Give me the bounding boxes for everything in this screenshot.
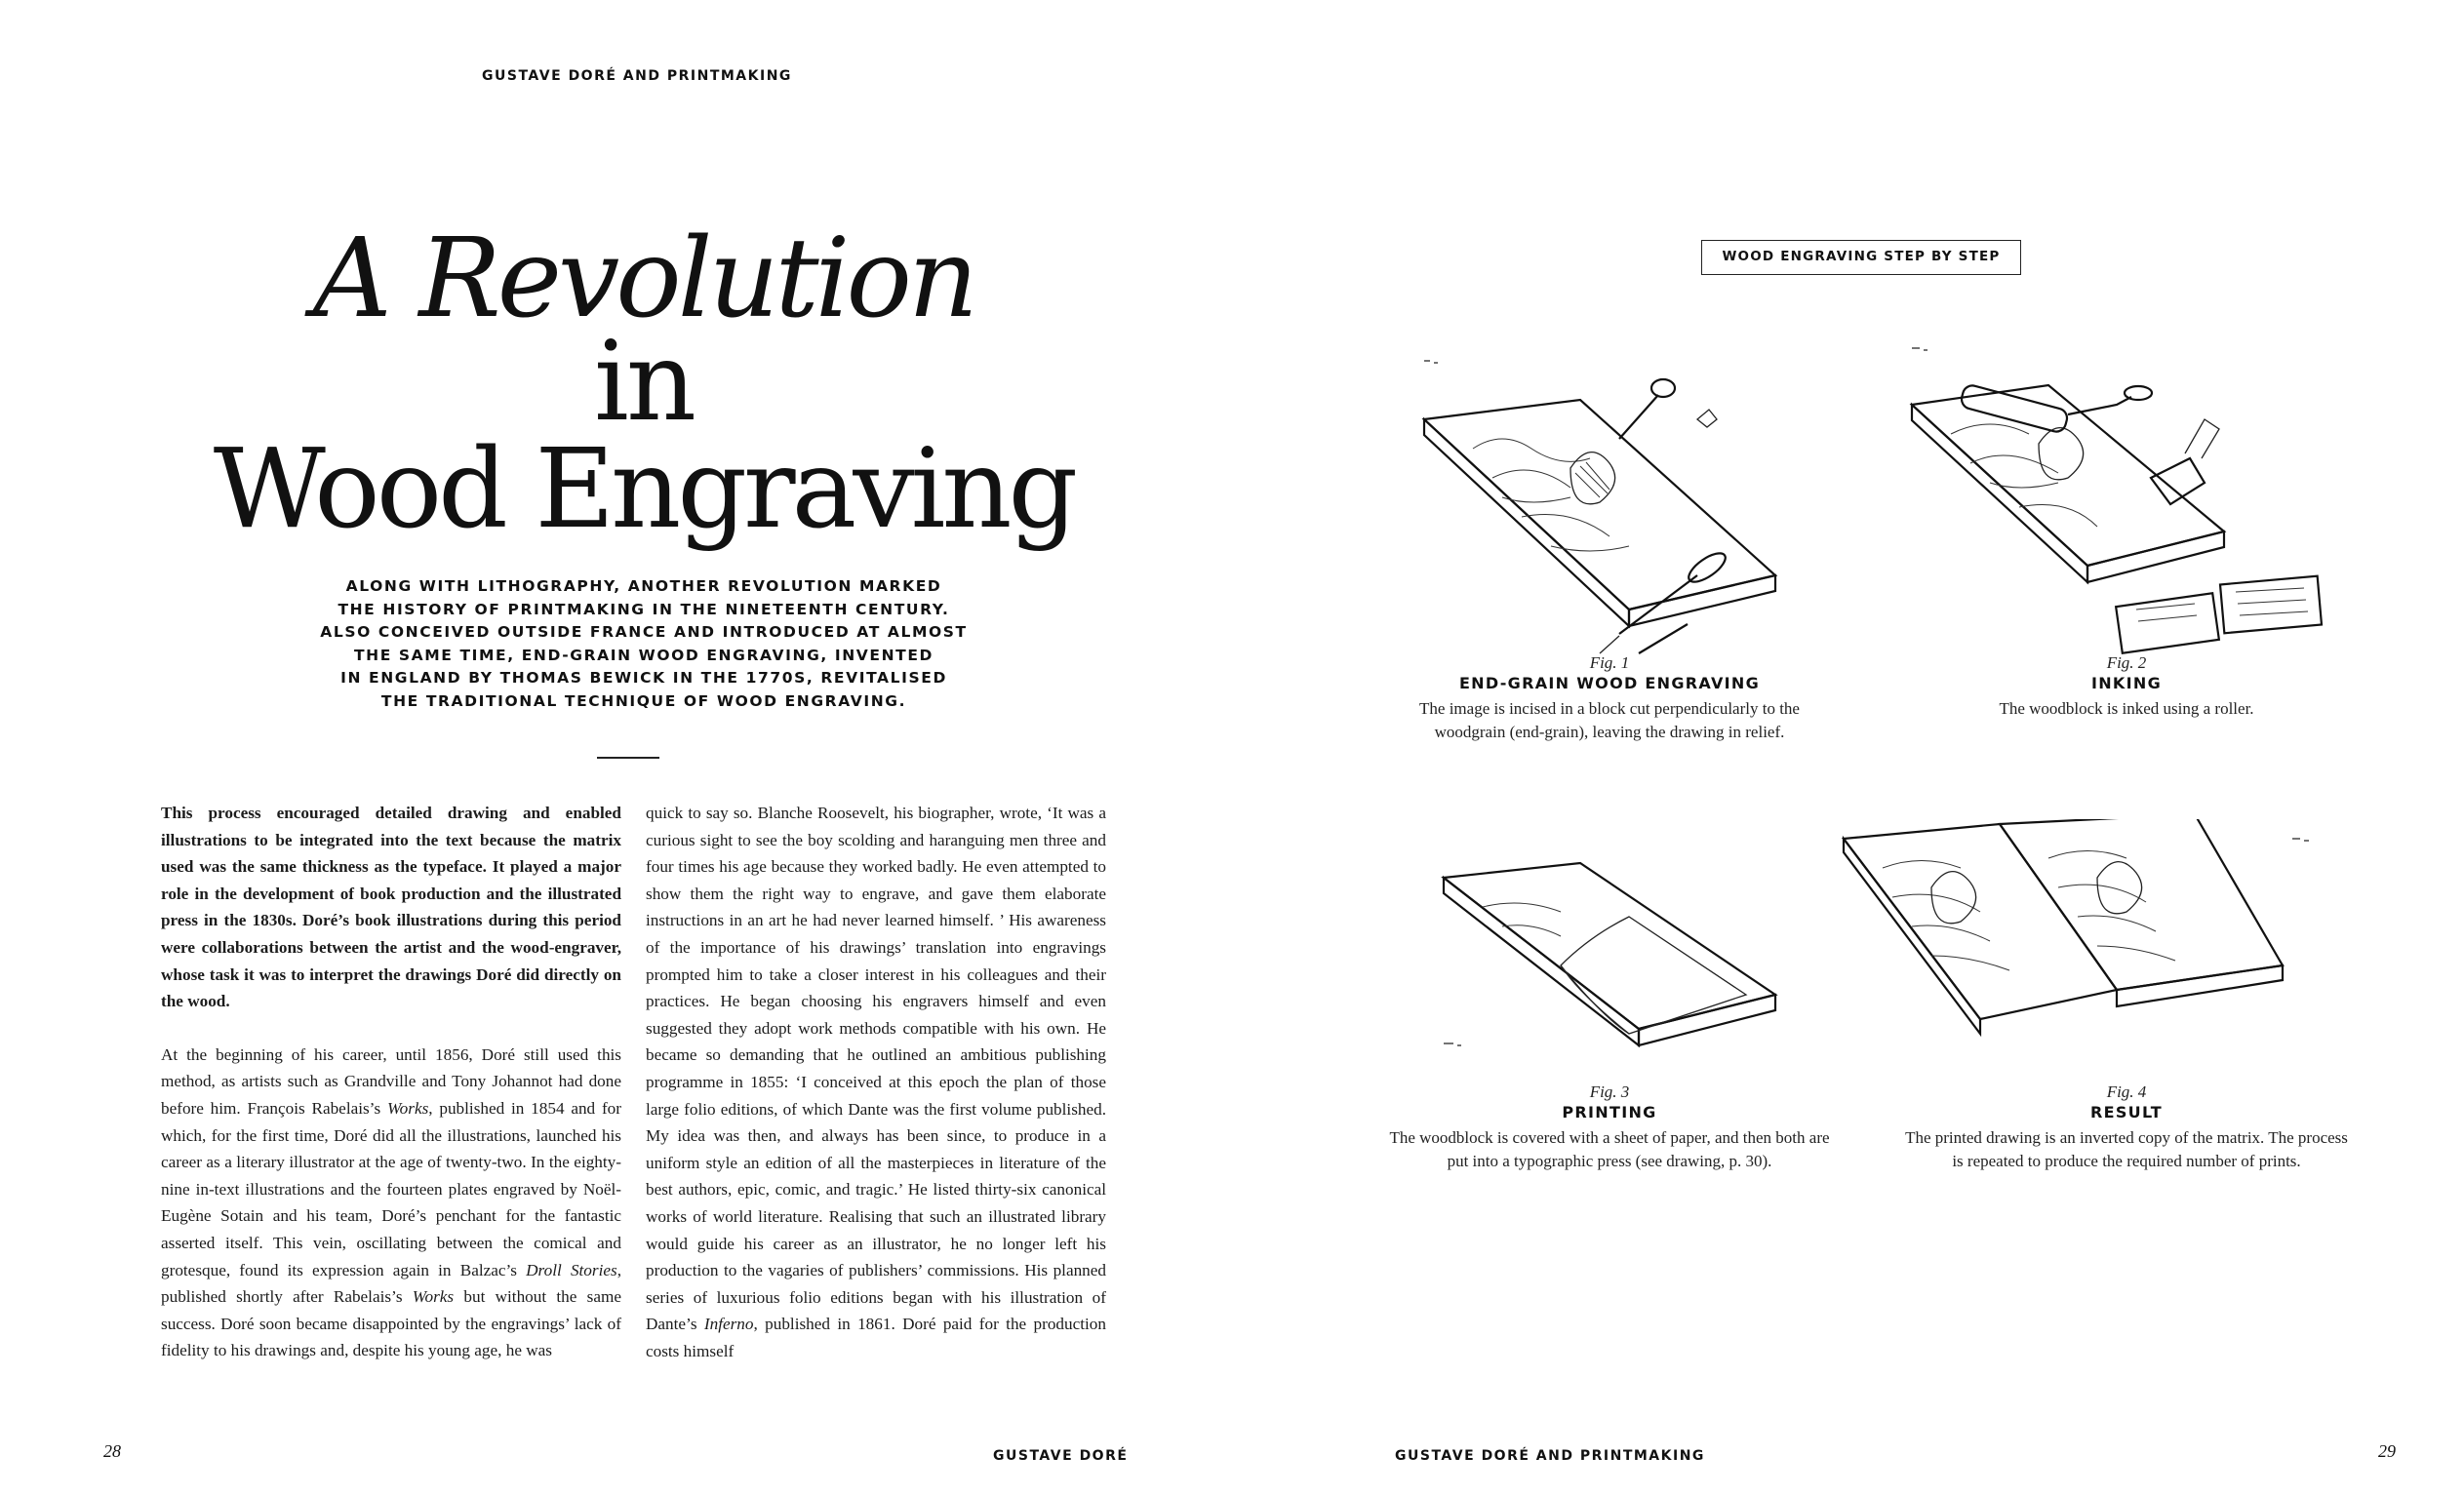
article-title bbox=[185, 216, 1102, 553]
book-title: Inferno bbox=[703, 1315, 754, 1334]
standfirst-line: ALONG WITH LITHOGRAPHY, ANOTHER REVOLUTION MARKED bbox=[345, 577, 942, 595]
standfirst-line: ALSO CONCEIVED OUTSIDE FRANCE AND INTRODUCED AT ALMOST bbox=[320, 623, 968, 641]
sidebar-box-label: WOOD ENGRAVING STEP BY STEP bbox=[1701, 240, 2021, 275]
standfirst-line: THE HISTORY OF PRINTMAKING IN THE NINETEENTH CENTURY. bbox=[338, 600, 950, 618]
fig1-illustration bbox=[1405, 341, 1814, 673]
desc-line: The image is incised in a block cut perpendicularly to the bbox=[1419, 699, 1800, 718]
fig2-caption bbox=[1902, 653, 2351, 721]
fig4-illustration bbox=[1834, 819, 2341, 1073]
text-run: , published in 1854 and for which, for the first time, Doré did all the illustrations, launched his career as a literary illustrator at the age of twenty-two. In the eighty-nine in-text illustrations and the fourteen plates engraved by Noël-Eugène Sotain and his team, Doré’s penchant for the fantastic asserted itself. This vein, oscillating between the comical and grotesque, found its expression again in Balzac’s bbox=[161, 1098, 621, 1279]
title-line-3: Wood Engraving bbox=[213, 426, 1075, 553]
book-title: Works bbox=[412, 1287, 455, 1307]
fig4-number: Fig. 4 bbox=[2106, 1082, 2147, 1101]
page-number-right: 29 bbox=[2378, 1441, 2396, 1461]
running-foot-right: GUSTAVE DORÉ AND PRINTMAKING bbox=[1395, 1448, 1705, 1464]
fig1-title: END-GRAIN WOOD ENGRAVING bbox=[1458, 674, 1761, 692]
desc-line: put into a typographic press (see drawing, p. 30). bbox=[1447, 1152, 1772, 1170]
fig2-title: INKING bbox=[2090, 674, 2163, 692]
desc-line: is repeated to produce the required number of prints. bbox=[1952, 1152, 2301, 1170]
fig1-number: Fig. 1 bbox=[1589, 653, 1630, 672]
page-number-left: 28 bbox=[103, 1441, 121, 1461]
fig3-illustration bbox=[1424, 848, 1795, 1073]
body-column-1 bbox=[161, 800, 621, 1391]
fig1-description bbox=[1385, 697, 1834, 744]
lead-paragraph: This process encouraged detailed drawing and enabled illustrations to be integrated into the text because the matrix used was the same thickness as the typeface. It played a major role in the development of book production and the illustrated press in the 1830s. Doré’s book illustrations during this period were collaborations between the artist and the wood-engraver, whose task it was to interpret the drawings Doré did directly on the wood. bbox=[161, 804, 621, 1011]
fig3-number: Fig. 3 bbox=[1589, 1082, 1630, 1101]
fig2-number: Fig. 2 bbox=[2106, 653, 2147, 672]
text-run: , published shortly after Rabelais’s bbox=[161, 1260, 621, 1307]
body-column-2 bbox=[646, 800, 1106, 1391]
fig4-description bbox=[1863, 1126, 2390, 1173]
body-paragraph bbox=[161, 1042, 621, 1364]
standfirst bbox=[293, 575, 995, 713]
book-title: Droll Stories bbox=[526, 1260, 617, 1279]
fig3-description bbox=[1385, 1126, 1834, 1173]
running-foot-left: GUSTAVE DORÉ bbox=[993, 1448, 1129, 1464]
text-run: quick to say so. Blanche Roosevelt, his biographer, wrote, ‘It was a curious sight to see the boy scolding and haranguing men three and four times his age because they worked badly. He even attempted to show them the right way to engrave, and gave them elaborate instructions in an art he had never learned himself. ’ His awareness of the importance of his drawings’ translation into engravings prompted him to take a closer interest in his colleagues and their practices. He began choosing his engravers himself and even suggested they adopt work methods compatible with his own. He became so demanding that he outlined an ambitious publishing programme in 1855: ‘I conceived at this epoch the plan of those large folio editions, of which Dante was the first volume published. My idea was then, and always has been since, to produce in a uniform style an edition of all the masterpieces in literature of the best authors, epic, comic, and tragic.’ He listed thirty-six canonical works of world literature. Realising that such an illustrated library would guide his career as an illustrator, he no longer left his production to the vagaries of publishers’ commissions. His planned series of luxurious folio editions began with his illustration of Dante’s bbox=[646, 804, 1106, 1334]
text-run: but without the same success. Doré soon became disappointed by the engravings’ lack of fidelity to his drawings and, despite his young age, he was bbox=[161, 1287, 621, 1360]
fig4-title: RESULT bbox=[2089, 1103, 2164, 1121]
fig3-title: PRINTING bbox=[1562, 1103, 1657, 1121]
text-run: At the beginning of his career, until 1856, Doré still used this method, as artists such as Grandville and Tony Johannot had done before him. François Rabelais’s bbox=[161, 1044, 621, 1118]
desc-line: The printed drawing is an inverted copy of the matrix. The process bbox=[1905, 1128, 2348, 1147]
standfirst-line: THE TRADITIONAL TECHNIQUE OF WOOD ENGRAVING. bbox=[380, 691, 907, 710]
title-line-1: A Revolution bbox=[312, 216, 975, 342]
standfirst-line: THE SAME TIME, END-GRAIN WOOD ENGRAVING, INVENTED bbox=[353, 646, 934, 664]
fig3-caption bbox=[1385, 1082, 1834, 1173]
fig4-caption bbox=[1863, 1082, 2390, 1173]
body-paragraph bbox=[646, 800, 1106, 1364]
divider-rule bbox=[597, 757, 659, 759]
fig2-illustration bbox=[1892, 336, 2361, 658]
book-title: Works bbox=[386, 1098, 429, 1118]
text-run: , published in 1861. Doré paid for the production costs himself bbox=[646, 1315, 1106, 1360]
desc-line: woodgrain (end-grain), leaving the drawing in relief. bbox=[1434, 723, 1785, 741]
fig2-description bbox=[1902, 697, 2351, 721]
title-line-2: in bbox=[594, 319, 694, 446]
running-head-left: GUSTAVE DORÉ AND PRINTMAKING bbox=[482, 68, 792, 84]
fig1-caption bbox=[1385, 653, 1834, 744]
standfirst-line: IN ENGLAND BY THOMAS BEWICK IN THE 1770S, REVITALISED bbox=[340, 669, 947, 687]
desc-line: The woodblock is inked using a roller. bbox=[1999, 699, 2254, 718]
desc-line: The woodblock is covered with a sheet of paper, and then both are bbox=[1389, 1128, 1830, 1147]
